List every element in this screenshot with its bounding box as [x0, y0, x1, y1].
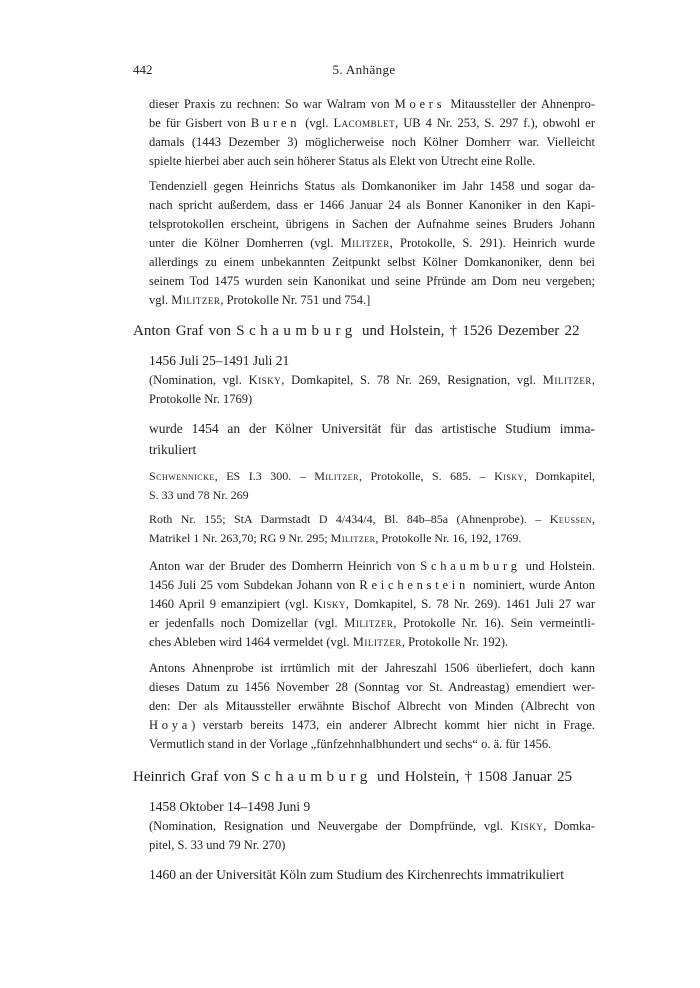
smallcaps-name: Militzer: [330, 531, 376, 545]
text-line: [149, 614, 595, 633]
entry-anton-tenure-block: [133, 350, 595, 409]
text-segment: allerdings zu einem unbekannten Zeitpunkt selbst Kölner Domkanoniker, denn bei: [149, 255, 595, 269]
entry-anton-tenure: 1456 Juli 25–1491 Juli 21: [149, 353, 290, 368]
smallcaps-name: Kisky: [248, 373, 282, 387]
text-segment: , Protokolle Nr. 192).: [401, 635, 509, 649]
text-segment: und Holstein, † 1526 Dezember 22: [356, 323, 580, 339]
text-line: [149, 633, 595, 652]
text-segment: , Protokolle Nr. 16). Sein vermeintli-: [393, 616, 595, 630]
text-segment: ,: [592, 512, 595, 526]
text-segment: ) verstarb bereits 1473, ein anderer Albrecht kommt hier nicht in Frage.: [191, 718, 595, 732]
text-line: [149, 817, 595, 836]
paragraph-tendenziell: [133, 177, 595, 310]
letterspaced-name: Schaumburg: [251, 769, 372, 785]
text-segment: unter die Kölner Domherren (vgl.: [149, 236, 341, 250]
entry-anton-references-1-lines: [149, 467, 595, 505]
text-segment: (Nomination, Resignation und Neuvergabe der Dompfründe, vgl.: [149, 819, 511, 833]
paragraph-anton-ahnenprobe: [133, 659, 595, 754]
text-segment: Matrikel 1 Nr. 263,70; RG 9 Nr. 295;: [149, 531, 331, 545]
text-line: [149, 390, 595, 409]
text-segment: , Domkapitel, S. 78 Nr. 269, Resignation, vgl.: [281, 373, 543, 387]
smallcaps-name: Schwennicke: [149, 469, 215, 483]
text-line: [149, 418, 595, 439]
text-segment: und Holstein.: [520, 559, 595, 573]
text-segment: , Protokolle Nr. 16, 192, 1769.: [375, 531, 522, 545]
text-segment: , Domka-: [543, 819, 595, 833]
smallcaps-name: Militzer: [352, 635, 402, 649]
text-segment: dieses Datum zu 1456 November 28 (Sonntag vor St. Andreastag) emendiert wer-: [149, 680, 595, 694]
text-line: [149, 836, 595, 855]
smallcaps-name: Militzer: [314, 469, 359, 483]
smallcaps-name: Kisky: [313, 597, 346, 611]
text-segment: Anton Graf von: [133, 323, 237, 339]
text-segment: 1460 April 9 emanzipiert (vgl.: [149, 597, 314, 611]
smallcaps-name: Kisky: [510, 819, 544, 833]
text-line: [149, 95, 595, 114]
smallcaps-name: Militzer: [344, 616, 394, 630]
text-segment: 1456 Juli 25 vom Subdekan Johann von: [149, 578, 360, 592]
text-line: [149, 253, 595, 272]
paragraph-anton-biography: [133, 557, 595, 652]
entry-anton-matriculation: [133, 418, 595, 460]
text-segment: Anton war der Bruder des Domherrn Heinrich von: [149, 559, 421, 573]
text-segment: dieser Praxis zu rechnen: So war Walram von: [149, 97, 395, 111]
entry-heinrich-heading: [133, 766, 595, 788]
text-line: [149, 177, 595, 196]
entry-anton-references-2: [133, 510, 595, 548]
letterspaced-name: Reichenstein: [359, 578, 469, 592]
text-segment: nach spricht außerdem, dass er 1466 Januar 24 als Bonner Kanoniker in den Kapi-: [149, 198, 595, 212]
text-segment: ,: [591, 373, 595, 387]
text-segment: Mitaussteller der Ahnenpro-: [445, 97, 596, 111]
text-segment: seinem Tod 1475 wurden sein Kanonikat und seine Pfründe am Dom neu vergeben;: [149, 274, 595, 288]
text-segment: Roth Nr. 155; StA Darmstadt D 4/434/4, Bl. 84b–85a (Ahnenprobe). –: [149, 512, 550, 526]
entry-heinrich-tenure-block: [133, 796, 595, 855]
text-segment: , Domkapitel,: [523, 469, 596, 483]
text-segment: pitel, S. 33 und 79 Nr. 270): [149, 838, 286, 852]
smallcaps-name: Lacomblet: [333, 116, 396, 130]
text-segment: S. 33 und 78 Nr. 269: [149, 488, 249, 502]
text-line: [149, 510, 595, 529]
entry-anton-matriculation-lines: [149, 418, 595, 460]
text-segment: vgl.: [149, 293, 172, 307]
text-line: [149, 659, 595, 678]
letterspaced-name: Buren: [250, 116, 301, 130]
text-line: [149, 486, 595, 505]
text-line: [149, 595, 595, 614]
smallcaps-name: Keussen: [549, 512, 592, 526]
text-segment: , Protokolle Nr. 751 und 754.]: [220, 293, 371, 307]
text-segment: , ES I.3 300. –: [214, 469, 315, 483]
text-segment: , UB 4 Nr. 253, S. 297 f.), obwohl er: [395, 116, 595, 130]
text-segment: er jedenfalls noch Domizellar (vgl.: [149, 616, 345, 630]
text-line: [149, 152, 595, 171]
text-line: [149, 272, 595, 291]
text-segment: damals (1443 Dezember 3) möglicherweise noch Kölner Domherr war. Vielleicht: [149, 135, 595, 149]
text-line: [149, 114, 595, 133]
smallcaps-name: Kisky: [494, 469, 524, 483]
text-line: [149, 133, 595, 152]
text-line: [149, 215, 595, 234]
text-line: [149, 576, 595, 595]
text-line: [149, 439, 595, 460]
text-segment: (vgl.: [300, 116, 334, 130]
text-segment: nominiert, wurde Anton: [468, 578, 596, 592]
text-segment: trikuliert: [149, 442, 197, 457]
text-line: [149, 716, 595, 735]
text-line: [149, 196, 595, 215]
text-segment: 1460 an der Universität Köln zum Studium des Kirchenrechts immatrikuliert: [149, 867, 565, 882]
smallcaps-name: Militzer: [340, 236, 390, 250]
page-header: [133, 60, 595, 80]
text-line: [149, 371, 595, 390]
text-line: [149, 697, 595, 716]
text-line: [149, 529, 595, 548]
letterspaced-name: Hoya: [149, 718, 192, 732]
smallcaps-name: Militzer: [171, 293, 221, 307]
text-segment: , Domkapitel, S. 78 Nr. 269). 1461 Juli 27 war: [345, 597, 596, 611]
entry-anton-heading: [133, 320, 595, 342]
text-segment: , Protokolle, S. 685. –: [358, 469, 495, 483]
text-line: [149, 864, 595, 885]
entry-anton-tenure-note: [149, 371, 595, 409]
text-line: [149, 678, 595, 697]
entry-heinrich-tenure: 1458 Oktober 14–1498 Juni 9: [149, 799, 311, 814]
entry-heinrich-tenure-note: [149, 817, 595, 855]
entry-heinrich-matriculation-lines: [149, 864, 595, 885]
text-segment: den: Der als Mitaussteller erwähnte Bischof Albrecht von Minden (Albrecht von: [149, 699, 595, 713]
text-segment: Antons Ahnenprobe ist irrtümlich mit der Jahreszahl 1506 überliefert, doch kann: [149, 661, 595, 675]
text-segment: Heinrich Graf von: [133, 769, 252, 785]
paragraph-walram: [133, 95, 595, 171]
text-segment: ches Ableben wird 1464 vermeldet (vgl.: [149, 635, 353, 649]
page-number: 442: [133, 62, 153, 77]
text-line: [149, 234, 595, 253]
text-line: [149, 291, 595, 310]
entry-anton-references-1: [133, 467, 595, 505]
text-segment: , Protokolle, S. 291). Heinrich wurde: [389, 236, 595, 250]
smallcaps-name: Militzer: [542, 373, 592, 387]
entry-anton-references-2-lines: [149, 510, 595, 548]
letterspaced-name: Moers: [394, 97, 446, 111]
text-segment: Protokolle Nr. 1769): [149, 392, 253, 406]
text-segment: Vermutlich stand in der Vorlage „fünfzehnhalbhundert und sechs“ o. ä. für 1456.: [149, 737, 552, 751]
text-segment: (Nomination, vgl.: [149, 373, 249, 387]
text-line: [149, 557, 595, 576]
text-segment: Tendenziell gegen Heinrichs Status als Domkanoniker im Jahr 1458 und sogar da-: [149, 179, 595, 193]
entry-heinrich-matriculation: [133, 864, 595, 885]
text-segment: be für Gisbert von: [149, 116, 251, 130]
text-block: [133, 60, 595, 885]
text-line: [149, 467, 595, 486]
text-segment: wurde 1454 an der Kölner Universität für das artistische Studium imma-: [149, 421, 595, 436]
letterspaced-name: Schaumburg: [236, 323, 357, 339]
letterspaced-name: Schaumburg: [420, 559, 521, 573]
text-line: [149, 735, 595, 754]
text-segment: telsprotokollen erscheint, übrigens in Sachen der Aufnahme seines Bruders Johann: [149, 217, 595, 231]
text-segment: spielte hierbei aber auch sein höherer Status als Elekt von Utrecht eine Rolle.: [149, 154, 536, 168]
running-title: 5. Anhänge: [332, 62, 396, 77]
text-segment: und Holstein, † 1508 Januar 25: [371, 769, 573, 785]
